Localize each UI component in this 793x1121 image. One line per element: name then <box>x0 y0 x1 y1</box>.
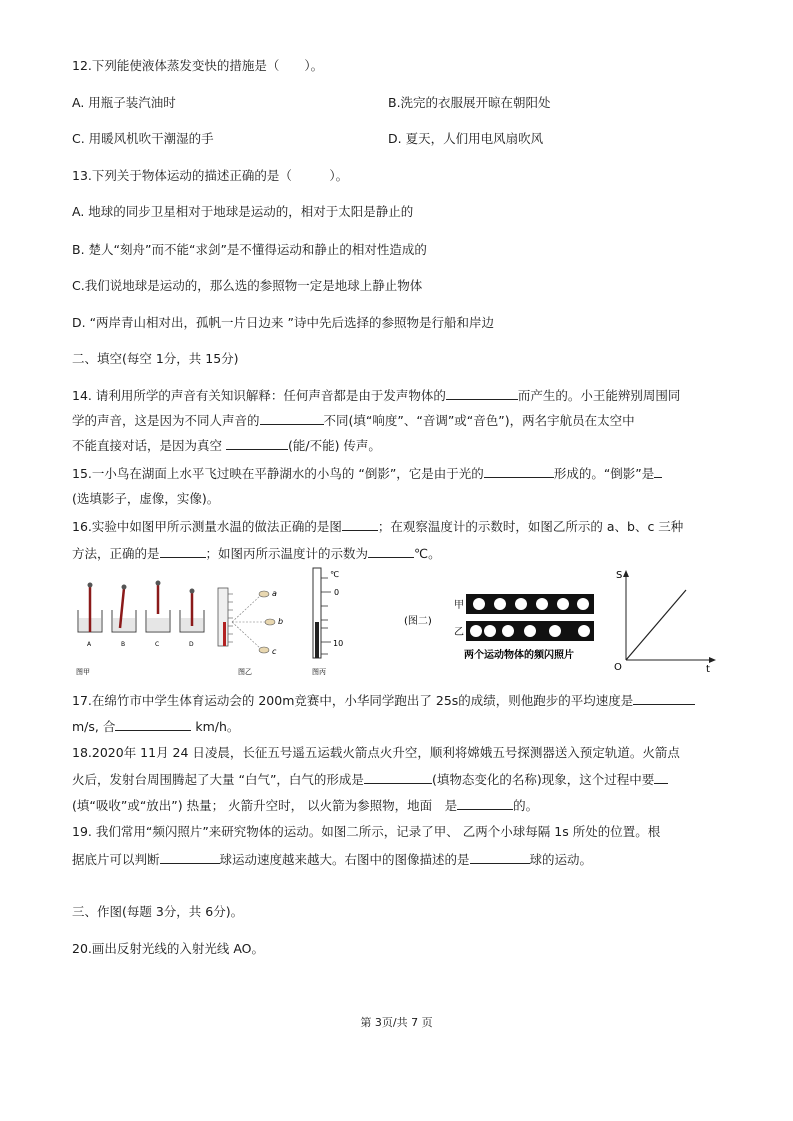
q14-blank-3[interactable] <box>226 437 288 450</box>
q16-text-2: ；在观察温度计的示数时，如图乙所示的 a、b、c 三种 <box>377 519 684 534</box>
q13-stem: 13.下列关于物体运动的描述正确的是（ ）。 <box>72 168 349 183</box>
q16-text-3: 方法，正确的是 <box>72 546 160 561</box>
q17-line-1 <box>72 692 695 709</box>
q15-text-1: 15.一小鸟在湖面上水平飞过映在平静湖水的小鸟的 “倒影”，它是由于光的 <box>72 466 484 481</box>
section-2-title: 二、填空(每空 1分，共 15分) <box>72 351 239 366</box>
tick-10-label: 10 <box>333 639 344 648</box>
beaker-a <box>78 583 102 633</box>
q17-blank-2[interactable] <box>115 718 191 731</box>
q16-line-2 <box>72 545 441 562</box>
q19-blank-1[interactable] <box>160 851 220 864</box>
q12-option-c: C. 用暖风机吹干潮湿的手 <box>72 131 214 146</box>
axis-s-label: S <box>616 570 623 581</box>
beaker-b <box>112 585 136 633</box>
reading-method-diagram <box>218 588 275 653</box>
q13-option-d: D. “两岸青山相对出，孤帆一片日边来 ”诗中先后选择的参照物是行船和岸边 <box>72 315 494 330</box>
q16-text-4: ；如图丙所示温度计的示数为 <box>205 546 369 561</box>
q13-option-b: B. 楚人“刻舟”而不能“求剑”是不懂得运动和静止的相对性造成的 <box>72 242 427 257</box>
thermometer-scale <box>313 568 331 658</box>
cup-label-c: C <box>155 641 160 648</box>
q14-text-4: 不同(填“响度”、“音调”或“音色”)，两名宇航员在太空中 <box>323 413 635 428</box>
q19-text-2: 据底片可以判断 <box>72 852 160 867</box>
fig-bing-label: 图丙 <box>312 668 326 676</box>
q17-text-3: km/h。 <box>191 719 240 734</box>
q14-line-1 <box>72 387 680 404</box>
q16-blank-3[interactable] <box>368 545 414 558</box>
strip-yi <box>466 621 594 641</box>
q13-option-a: A. 地球的同步卫星相对于地球是运动的，相对于太阳是静止的 <box>72 204 414 219</box>
q16-text-1: 16.实验中如图甲所示测量水温的做法正确的是图 <box>72 519 342 534</box>
q14-text-5: 不能直接对话，是因为真空 <box>72 438 226 453</box>
fig-yi-label: 图乙 <box>238 668 252 676</box>
q18-text-2: 火后，发射台周围腾起了大量 “白气”，白气的形成是 <box>72 772 364 787</box>
strobe-caption: 两个运动物体的频闪照片 <box>464 650 574 661</box>
q12-option-d: D. 夏天，人们用电风扇吹风 <box>388 131 544 146</box>
cup-label-d: D <box>189 641 194 648</box>
q19-text-1: 19. 我们常用“频闪照片”来研究物体的运动。如图二所示，记录了甲、 乙两个小球每隔 1s 所处的位置。根 <box>72 824 661 839</box>
q18-text-5: 的。 <box>513 798 539 813</box>
tick-0-label: 0 <box>334 588 340 597</box>
q18-text-3: (填物态变化的名称)现象，这个过程中要 <box>431 772 655 787</box>
q12-stem: 12.下列能使液体蒸发变快的措施是（ ）。 <box>72 58 324 73</box>
q16-blank-2[interactable] <box>160 545 206 558</box>
q15-blank-1[interactable] <box>484 465 554 478</box>
beaker-c <box>146 581 170 633</box>
q12-option-b: B.洗完的衣服展开晾在朝阳处 <box>388 95 551 110</box>
q14-text-3: 学的声音，这是因为不同人声音的 <box>72 413 260 428</box>
q18-text-1: 18.2020年 11月 24 日凌晨，长征五号遥五运载火箭点火升空，顺利将嫦娥五号探测器送入预定轨道。火箭点 <box>72 745 680 760</box>
row-yi-label: 乙 <box>454 627 464 638</box>
fig-two-label: (图二) <box>404 616 432 627</box>
section-3-title: 三、作图(每题 3分，共 6分)。 <box>72 904 244 919</box>
q17-text-1: 17.在绵竹市中学生体育运动会的 200m竞赛中，小华同学跑出了 25s的成绩，则他跑步的平均速度是 <box>72 693 634 708</box>
thermometer-figure <box>72 566 362 682</box>
q18-line-3 <box>72 797 538 814</box>
q16-text-5: ℃。 <box>414 546 441 561</box>
q14-line-2 <box>72 412 635 429</box>
axis-o-label: O <box>614 662 622 673</box>
q18-blank-1[interactable] <box>364 771 432 784</box>
q14-text-2: 而产生的。小王能辨别周围同 <box>517 388 681 403</box>
strip-jia <box>466 594 594 614</box>
q18-blank-2[interactable] <box>654 771 668 784</box>
q14-blank-2[interactable] <box>260 412 324 425</box>
view-label-c: c <box>272 647 277 656</box>
q12-option-a: A. 用瓶子装汽油时 <box>72 95 176 110</box>
cup-label-b: B <box>121 641 126 648</box>
q14-blank-1[interactable] <box>446 387 518 400</box>
q17-text-2: m/s, 合 <box>72 719 116 734</box>
q19-line-2 <box>72 851 592 868</box>
q13-option-c: C.我们说地球是运动的，那么选的参照物一定是地球上静止物体 <box>72 278 423 293</box>
view-label-a: a <box>272 589 277 598</box>
q18-blank-3[interactable] <box>457 797 513 810</box>
q20-stem: 20.画出反射光线的入射光线 AO。 <box>72 941 265 956</box>
q16-line-1 <box>72 518 683 535</box>
q15-text-3: (选填影子，虚像，实像)。 <box>72 491 220 506</box>
row-jia-label: 甲 <box>454 600 464 611</box>
unit-label: ℃ <box>330 570 339 579</box>
q15-blank-2[interactable] <box>654 465 662 478</box>
q18-line-2 <box>72 771 668 788</box>
strobe-photo-figure <box>400 566 730 682</box>
q19-blank-2[interactable] <box>470 851 530 864</box>
q19-text-4: 球的运动。 <box>529 852 593 867</box>
axis-t-label: t <box>706 664 710 675</box>
view-label-b: b <box>278 617 284 626</box>
s-t-graph <box>623 570 716 663</box>
q15-line-1 <box>72 465 662 482</box>
q16-blank-1[interactable] <box>342 518 378 531</box>
cup-label-a: A <box>87 641 92 648</box>
q17-blank-1[interactable] <box>633 692 695 705</box>
q14-line-3 <box>72 437 381 454</box>
q19-text-3: 球运动速度越来越大。右图中的图像描述的是 <box>219 852 470 867</box>
q18-text-4: (填“吸收”或“放出”) 热量； 火箭升空时， 以火箭为参照物，地面 是 <box>72 798 458 813</box>
q14-text-6: (能/不能) 传声。 <box>287 438 381 453</box>
q14-text-1: 14. 请利用所学的声音有关知识解释：任何声音都是由于发声物体的 <box>72 388 446 403</box>
q15-text-2: 形成的。“倒影”是 <box>553 466 655 481</box>
q17-line-2 <box>72 718 239 735</box>
fig-jia-label: 图甲 <box>76 668 90 676</box>
beaker-d <box>180 589 204 633</box>
page-number: 第 3页/共 7 页 <box>360 1016 433 1029</box>
